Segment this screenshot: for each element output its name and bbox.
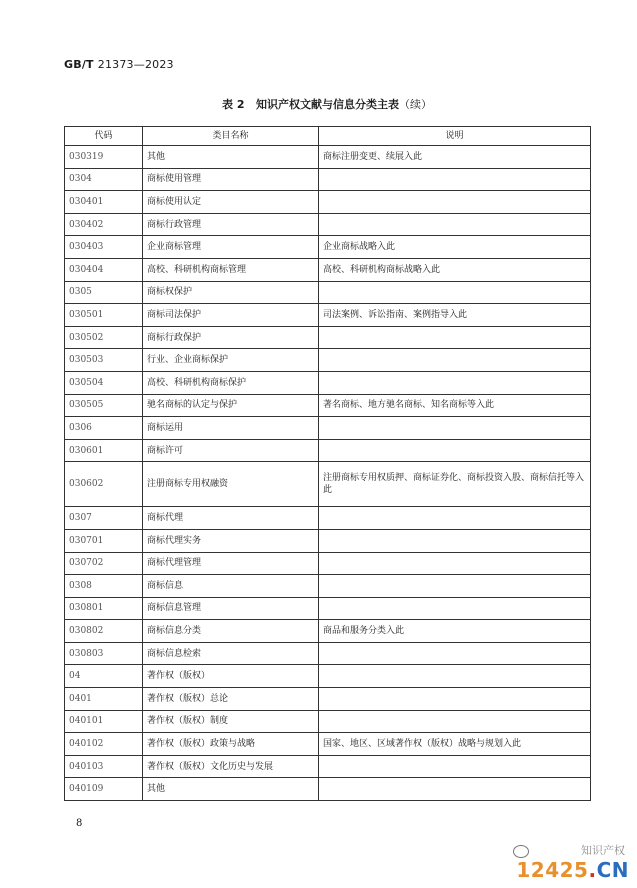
row-code: 030502 — [65, 326, 143, 349]
table-title-prefix: 表 2 — [222, 98, 245, 111]
row-code: 030801 — [65, 597, 143, 620]
table-row — [65, 642, 591, 665]
row-note — [319, 665, 591, 688]
table-row — [65, 665, 591, 688]
table-row — [65, 191, 591, 214]
row-note — [319, 417, 591, 440]
row-note — [319, 326, 591, 349]
watermark-dot: . — [588, 858, 597, 882]
row-code: 030702 — [65, 552, 143, 575]
row-name: 商标信息检索 — [143, 642, 319, 665]
row-name: 其他 — [143, 146, 319, 169]
row-code: 040109 — [65, 778, 143, 801]
table-row — [65, 326, 591, 349]
row-name: 商标司法保护 — [143, 304, 319, 327]
table-row — [65, 597, 591, 620]
table-row — [65, 529, 591, 552]
row-name: 其他 — [143, 778, 319, 801]
row-name: 商标使用管理 — [143, 168, 319, 191]
table-row — [65, 439, 591, 462]
row-note: 司法案例、诉讼指南、案例指导入此 — [319, 304, 591, 327]
row-name: 驰名商标的认定与保护 — [143, 394, 319, 417]
table-row — [65, 213, 591, 236]
row-note: 商标注册变更、续展入此 — [319, 146, 591, 169]
row-name: 注册商标专用权融资 — [143, 462, 319, 507]
table-row — [65, 733, 591, 756]
row-code: 030402 — [65, 213, 143, 236]
row-note: 商品和服务分类入此 — [319, 620, 591, 643]
row-code: 030802 — [65, 620, 143, 643]
row-code: 0306 — [65, 417, 143, 440]
row-code: 0308 — [65, 575, 143, 598]
row-note: 高校、科研机构商标战略入此 — [319, 258, 591, 281]
row-name: 商标代理管理 — [143, 552, 319, 575]
row-note: 企业商标战略入此 — [319, 236, 591, 259]
row-code: 030404 — [65, 258, 143, 281]
table-row — [65, 236, 591, 259]
table-row — [65, 281, 591, 304]
row-code: 030602 — [65, 462, 143, 507]
watermark-tld: CN — [596, 858, 629, 882]
site-watermark — [516, 858, 629, 882]
watermark-faint-text: 知识产权 — [581, 844, 625, 857]
table-title-continued: （续） — [398, 98, 432, 111]
table-row — [65, 575, 591, 598]
row-name: 高校、科研机构商标保护 — [143, 371, 319, 394]
row-name: 著作权（版权） — [143, 665, 319, 688]
row-note — [319, 778, 591, 801]
row-code: 030403 — [65, 236, 143, 259]
column-header-note: 说明 — [319, 127, 591, 146]
row-code: 0307 — [65, 507, 143, 530]
row-note — [319, 575, 591, 598]
row-code: 030505 — [65, 394, 143, 417]
row-name: 企业商标管理 — [143, 236, 319, 259]
row-name: 著作权（版权）制度 — [143, 710, 319, 733]
wechat-icon — [513, 845, 529, 858]
row-code: 0304 — [65, 168, 143, 191]
row-note: 注册商标专用权质押、商标证券化、商标投资入股、商标信托等入此 — [319, 462, 591, 507]
row-code: 04 — [65, 665, 143, 688]
standard-prefix: GB/T — [64, 58, 94, 71]
table-row — [65, 394, 591, 417]
row-note — [319, 371, 591, 394]
table-row — [65, 462, 591, 507]
table-title-main: 知识产权文献与信息分类主表 — [255, 98, 399, 111]
row-code: 030803 — [65, 642, 143, 665]
row-name: 商标权保护 — [143, 281, 319, 304]
row-name: 商标信息 — [143, 575, 319, 598]
row-note — [319, 688, 591, 711]
row-code: 030701 — [65, 529, 143, 552]
row-code: 0401 — [65, 688, 143, 711]
row-code: 030319 — [65, 146, 143, 169]
row-note — [319, 191, 591, 214]
row-name: 商标信息分类 — [143, 620, 319, 643]
table-row — [65, 755, 591, 778]
standard-code — [64, 58, 174, 71]
table-row — [65, 552, 591, 575]
table-row — [65, 304, 591, 327]
row-note — [319, 710, 591, 733]
row-code: 030501 — [65, 304, 143, 327]
row-note — [319, 642, 591, 665]
row-note — [319, 168, 591, 191]
row-code: 030601 — [65, 439, 143, 462]
row-name: 商标使用认定 — [143, 191, 319, 214]
row-note — [319, 552, 591, 575]
row-name: 商标许可 — [143, 439, 319, 462]
row-name: 商标信息管理 — [143, 597, 319, 620]
row-code: 0305 — [65, 281, 143, 304]
row-code: 030503 — [65, 349, 143, 372]
row-note — [319, 349, 591, 372]
table-row — [65, 371, 591, 394]
table-row — [65, 258, 591, 281]
row-code: 030504 — [65, 371, 143, 394]
row-name: 著作权（版权）总论 — [143, 688, 319, 711]
table-body — [65, 146, 591, 801]
row-name: 高校、科研机构商标管理 — [143, 258, 319, 281]
column-header-code: 代码 — [65, 127, 143, 146]
row-name: 著作权（版权）文化历史与发展 — [143, 755, 319, 778]
row-code: 040101 — [65, 710, 143, 733]
row-code: 030401 — [65, 191, 143, 214]
row-note — [319, 529, 591, 552]
row-name: 商标代理实务 — [143, 529, 319, 552]
table-row — [65, 168, 591, 191]
row-note — [319, 597, 591, 620]
row-note — [319, 281, 591, 304]
classification-table — [64, 126, 591, 801]
table-row — [65, 146, 591, 169]
row-name: 商标行政保护 — [143, 326, 319, 349]
table-row — [65, 507, 591, 530]
table-row — [65, 778, 591, 801]
row-note — [319, 439, 591, 462]
row-name: 行业、企业商标保护 — [143, 349, 319, 372]
watermark-number: 12425 — [516, 858, 589, 882]
table-row — [65, 710, 591, 733]
table-row — [65, 349, 591, 372]
row-name: 商标运用 — [143, 417, 319, 440]
table-header-row — [65, 127, 591, 146]
row-code: 040103 — [65, 755, 143, 778]
row-note — [319, 755, 591, 778]
row-note: 著名商标、地方驰名商标、知名商标等入此 — [319, 394, 591, 417]
row-note — [319, 507, 591, 530]
row-name: 商标行政管理 — [143, 213, 319, 236]
row-note — [319, 213, 591, 236]
table-row — [65, 417, 591, 440]
row-code: 040102 — [65, 733, 143, 756]
row-name: 著作权（版权）政策与战略 — [143, 733, 319, 756]
column-header-name: 类目名称 — [143, 127, 319, 146]
standard-number: 21373—2023 — [97, 58, 174, 71]
page-number: 8 — [76, 818, 83, 829]
table-row — [65, 620, 591, 643]
row-name: 商标代理 — [143, 507, 319, 530]
table-title — [64, 96, 590, 112]
table-row — [65, 688, 591, 711]
row-note: 国家、地区、区域著作权（版权）战略与规划入此 — [319, 733, 591, 756]
